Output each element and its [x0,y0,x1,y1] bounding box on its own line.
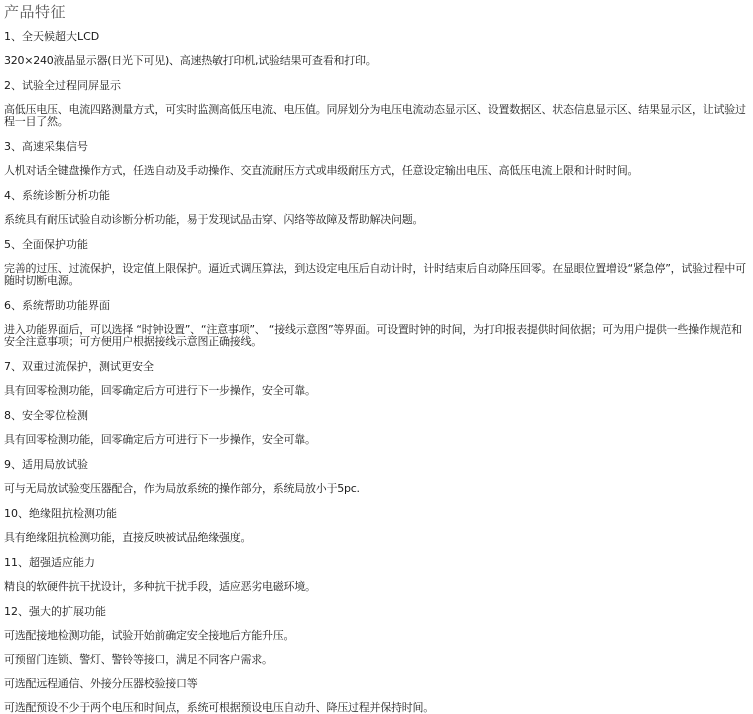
feature-heading: 5、全面保护功能 [4,238,88,251]
feature-heading: 8、安全零位检测 [4,409,88,422]
feature-section [4,605,749,714]
feature-body-paragraph: 具有绝缘阻抗检测功能，直接反映被试品绝缘强度。 [4,531,252,544]
feature-body-paragraph: 具有回零检测功能，回零确定后方可进行下一步操作，安全可靠。 [4,433,316,446]
feature-body [4,630,749,714]
feature-section [4,79,749,128]
feature-heading: 2、试验全过程同屏显示 [4,79,121,92]
feature-body-paragraph: 高低压电压、电流四路测量方式，可实时监测高低压电流、电压值。同屏划分为电压电流动态显示区、设置数据区、状态信息显示区、结果显示区，让试验过程一目了然。 [4,103,746,128]
feature-heading: 12、强大的扩展功能 [4,605,106,618]
feature-body-paragraph: 可选配接地检测功能，试验开始前确定安全接地后方能升压。 [4,629,295,642]
feature-heading: 9、适用局放试验 [4,458,88,471]
feature-body [4,55,749,67]
feature-heading: 1、全天候超大LCD [4,30,100,43]
feature-body [4,263,749,287]
feature-body-paragraph: 精良的软硬件抗干扰设计，多种抗干扰手段，适应恶劣电磁环境。 [4,580,316,593]
feature-body [4,532,749,544]
feature-body-paragraph: 可与无局放试验变压器配合，作为局放系统的操作部分，系统局放小于5pc. [4,482,360,495]
feature-body [4,214,749,226]
feature-body-paragraph: 可预留门连锁、警灯、警铃等接口，满足不同客户需求。 [4,653,273,666]
feature-body-paragraph: 可选配远程通信、外接分压器校验接口等 [4,677,198,690]
feature-section [4,299,749,348]
feature-body-paragraph: 具有回零检测功能，回零确定后方可进行下一步操作，安全可靠。 [4,384,316,397]
feature-body [4,165,749,177]
feature-body-paragraph: 人机对话全键盘操作方式，任选自动及手动操作、交直流耐压方式或串级耐压方式，任意设定输出电压、高低压电流上限和计时时间。 [4,164,639,177]
feature-body-paragraph: 完善的过压、过流保护，设定值上限保护。逼近式调压算法，到达设定电压后自动计时，计时结束后自动降压回零。在显眼位置增设“紧急停”，试验过程中可随时切断电源。 [4,262,746,287]
feature-body [4,324,749,348]
feature-heading: 3、高速采集信号 [4,140,88,153]
feature-body-paragraph: 进入功能界面后，可以选择 “时钟设置”、“注意事项”、 “接线示意图”等界面。可设置时钟的时间，为打印报表提供时间依据；可为用户提供一些操作规范和安全注意事项；可方便用户根据接线示意图正确接线。 [4,323,742,348]
feature-section [4,409,749,446]
feature-section [4,360,749,397]
page-title: 产品特征 [4,3,67,21]
feature-heading: 11、超强适应能力 [4,556,95,569]
feature-section [4,189,749,226]
feature-body [4,483,749,495]
feature-section [4,556,749,593]
feature-heading: 10、绝缘阻抗检测功能 [4,507,117,520]
feature-heading: 4、系统诊断分析功能 [4,189,110,202]
feature-body-paragraph: 系统具有耐压试验自动诊断分析功能，易于发现试品击穿、闪络等故障及帮助解决问题。 [4,213,424,226]
feature-list [4,30,749,714]
feature-body [4,104,749,128]
feature-section [4,238,749,287]
feature-body-paragraph: 320×240液晶显示器(日光下可见)、高速热敏打印机,试验结果可查看和打印。 [4,54,377,67]
feature-section [4,140,749,177]
feature-body [4,581,749,593]
feature-heading: 7、双重过流保护，测试更安全 [4,360,154,373]
feature-body [4,434,749,446]
feature-section [4,458,749,495]
feature-body [4,385,749,397]
feature-body-paragraph: 可选配预设不少于两个电压和时间点，系统可根据预设电压自动升、降压过程并保持时间。 [4,701,434,714]
feature-heading: 6、系统帮助功能界面 [4,299,110,312]
feature-section [4,30,749,67]
feature-section [4,507,749,544]
